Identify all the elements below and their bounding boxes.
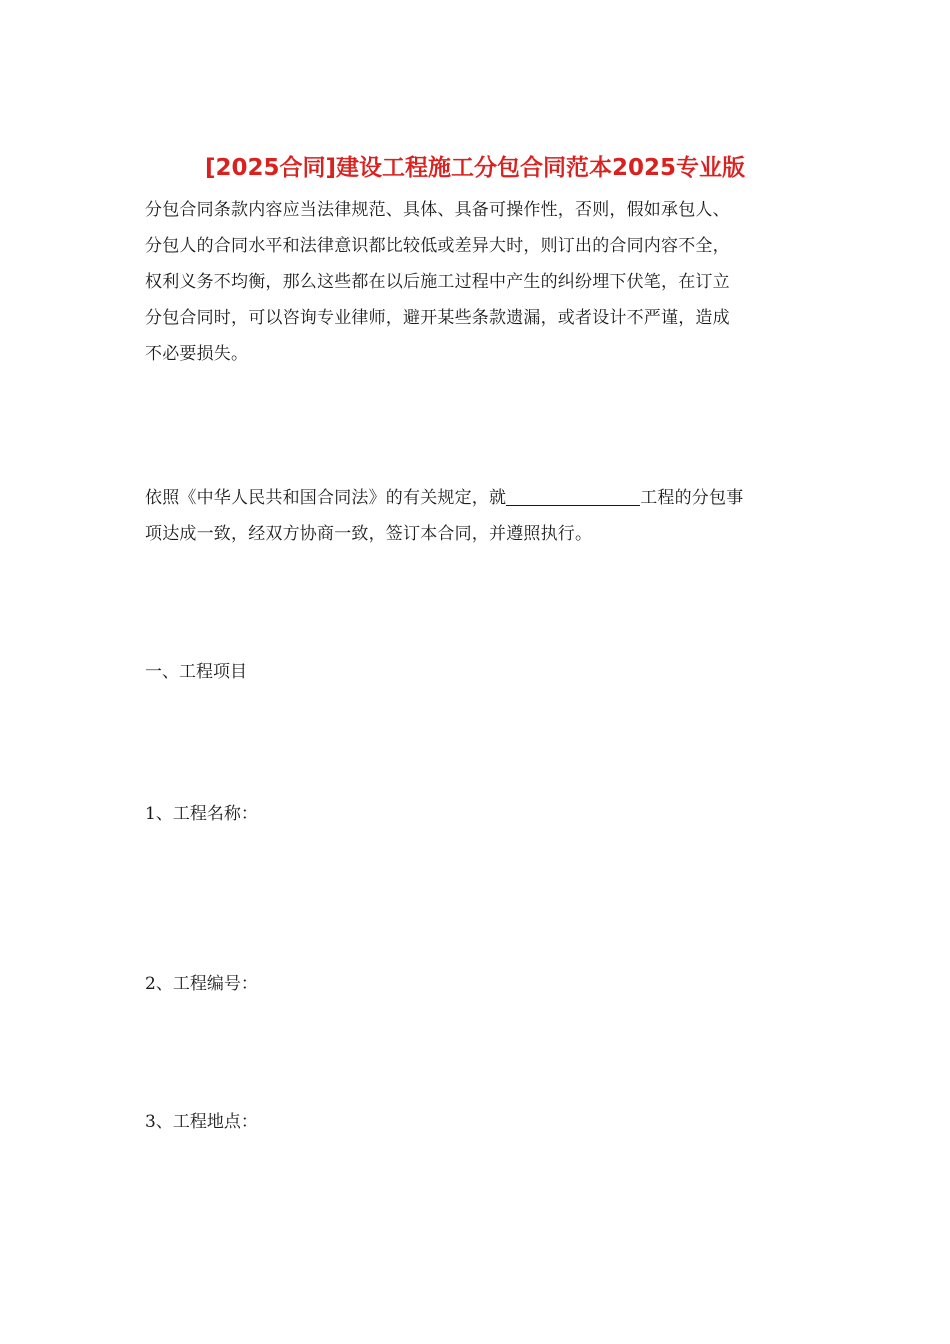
document-title: [2025合同]建设工程施工分包合同范本2025专业版 [204,155,746,181]
intro-line: 分包合同条款内容应当法律规范、具体、具备可操作性，否则，假如承包人、 [145,200,730,220]
intro-line: 分包人的合同水平和法律意识都比较低或差异大时，则订出的合同内容不全， [145,236,730,256]
section-heading-project: 一、工程项目 [145,662,247,682]
basis-line-1 [145,480,805,516]
basis-line-2: 项达成一致，经双方协商一致，签订本合同，并遵照执行。 [145,524,593,544]
legal-basis-paragraph [145,480,805,552]
intro-line: 不必要损失。 [145,344,249,364]
item-project-number: 2、工程编号： [145,974,258,994]
project-name-blank [506,487,640,506]
intro-line: 权利义务不均衡，那么这些都在以后施工过程中产生的纠纷埋下伏笔，在订立 [145,272,730,292]
item-project-location: 3、工程地点： [145,1112,258,1132]
basis-text-before-blank: 依照《中华人民共和国合同法》的有关规定，就 [145,488,507,508]
intro-line: 分包合同时，可以咨询专业律师，避开某些条款遗漏，或者设计不严谨，造成 [145,308,730,328]
intro-paragraph [145,192,805,372]
item-project-name: 1、工程名称： [145,804,258,824]
basis-text-after-blank: 工程的分包事 [640,488,744,508]
